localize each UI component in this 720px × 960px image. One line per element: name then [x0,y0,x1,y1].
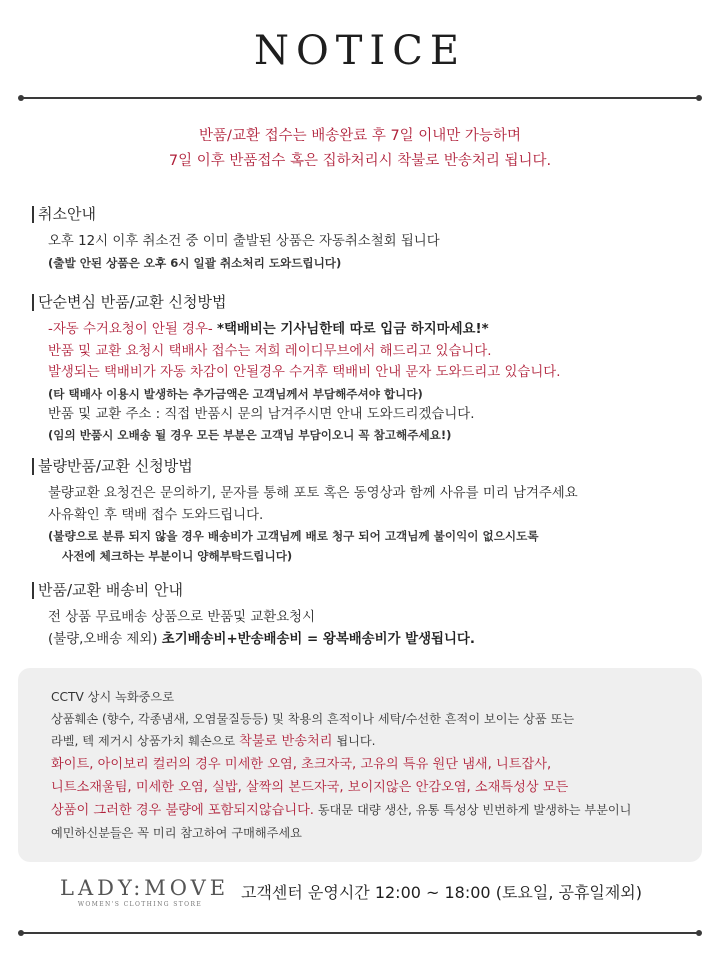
simple-return-heading: 단순변심 반품/교환 신청방법 [32,294,698,311]
return-deadline-warning [0,124,720,174]
not-defect-highlight: 상품이 그러한 경우 불량에 포함되지않습니다. [51,803,315,818]
page-title: NOTICE [253,28,467,74]
defect-line-2: 사유확인 후 택배 접수 도와드립니다. [48,507,264,523]
box-line-4: 화이트, 아이보리 컬러의 경우 미세한 오염, 초크자국, 고유의 특유 원단 냄새, 니트잡사, [51,757,552,772]
simple-return-line-4: (타 택배사 이용시 발생하는 추가금액은 고객님께서 부담해주셔야 합니다) [48,386,423,401]
defect-section [38,458,698,566]
simple-return-line-5: 반품 및 교환 주소 : 직접 반품시 문의 남겨주시면 안내 도와드리겠습니다. [48,406,475,422]
customer-center-hours: 고객센터 운영시간 12:00 ~ 18:00 (토요일, 공휴일제외) [241,883,643,902]
cctv-notice-box [18,668,702,862]
simple-return-section [38,294,698,445]
cod-return-highlight: 착불로 반송처리 [239,734,333,749]
auto-pickup-note: -자동 수거요청이 안될 경우- [48,322,217,337]
box-line-3-end: 됩니다. [332,734,376,748]
defect-line-3: (불량으로 분류 되지 않을 경우 배송비가 고객님께 배로 청구 되어 고객님께 불이익이 없으시도록 [48,529,539,543]
defect-heading: 불량반품/교환 신청방법 [32,458,698,475]
box-line-6 [51,799,702,822]
box-line-3-start: 라벨, 텍 제거시 상품가치 훼손으로 [51,734,240,748]
shipping-fee-section [38,582,698,650]
cancel-line-2: (출발 안된 상품은 오후 6시 일괄 취소처리 도와드립니다) [48,255,342,270]
simple-return-line-2: 반품 및 교환 요청시 택배사 접수는 저희 레이디무브에서 해드리고 있습니다. [48,343,492,359]
box-line-1: CCTV 상시 녹화중으로 [51,690,174,704]
brand-logo [60,876,230,910]
box-line-3 [51,730,702,753]
box-line-5: 니트소재울팀, 미세한 오염, 실밥, 살짝의 본드자국, 보이지않은 안감오염, 소재특성상 모든 [51,780,569,795]
simple-return-line-6: (임의 반품시 오배송 될 경우 모든 부분은 고객님 부담이오니 꼭 참고해주세요!) [48,428,452,442]
box-line-6-end: 동대문 대량 생산, 유통 특성상 빈번하게 발생하는 부분이니 [314,803,632,817]
box-line-2: 상품훼손 (향수, 각종냄새, 오염물질등등) 및 착용의 흔적이나 세탁/수선한 흔적이 보이는 상품 또는 [51,712,575,726]
defect-line-1: 불량교환 요청건은 문의하기, 문자를 통해 포토 혹은 동영상과 함께 사유를 미리 남겨주세요 [48,486,578,501]
shipping-exclusion-note: (불량,오배송 제외) [48,631,162,647]
top-divider [21,97,699,99]
box-line-7: 예민하신분들은 꼭 미리 참고하여 구매해주세요 [51,826,302,840]
footer [0,874,720,914]
logo-wordmark: LADY:MOVE [60,876,230,900]
round-trip-fee-note: 초기배송비+반송배송비 = 왕복배송비가 발생됩니다. [161,631,475,647]
warning-line-1: 반품/교환 접수는 배송완료 후 7일 이내만 가능하며 [199,128,521,144]
shipping-fee-heading: 반품/교환 배송비 안내 [32,582,698,599]
defect-line-4: 사전에 체크하는 부분이니 양해부탁드립니다) [62,549,293,563]
cancel-section [38,206,698,273]
simple-return-line-1 [38,319,698,341]
no-direct-payment-note: *택배비는 기사님한테 따로 입금 하지마세요!* [216,322,489,337]
warning-line-2: 7일 이후 반품접수 혹은 집하처리시 착불로 반송처리 됩니다. [168,153,552,169]
shipping-fee-line-2 [38,629,698,651]
simple-return-line-3: 발생되는 택배비가 자동 차감이 안될경우 수거후 택배비 안내 문자 도와드리고 있습니다. [48,365,561,380]
cancel-line-1: 오후 12시 이후 취소건 중 이미 출발된 상품은 자동취소철회 됩니다 [48,234,440,249]
shipping-fee-line-1: 전 상품 무료배송 상품으로 반품및 교환요청시 [48,610,316,625]
logo-tagline: WOMEN'S CLOTHING STORE [77,901,203,908]
cancel-heading: 취소안내 [32,206,698,223]
bottom-divider [21,932,699,934]
